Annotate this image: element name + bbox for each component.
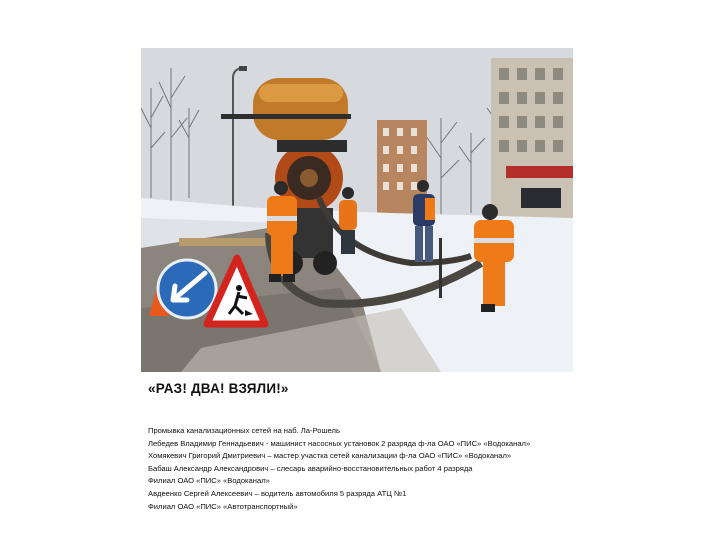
photo-sewer-cleaning <box>141 48 573 372</box>
caption-line: Промывка канализационных сетей на наб. Ла-Рошель <box>148 426 340 435</box>
caption-line: Авдеенко Сергей Алексеевич – водитель автомобиля 5 разряда АТЦ №1 <box>148 488 407 498</box>
caption-line: Лебедев Владимир Геннадьевич - машинист насосных установок 2 разряда ф-ла ОАО «ПИС» «Водоканал» <box>148 438 531 448</box>
caption-line: Филиал ОАО «ПИС» «Водоканал» <box>148 476 270 486</box>
caption-line: Филиал ОАО «ПИС» «Автотранспортный» <box>148 501 298 511</box>
caption-line: Хомякевич Григорий Дмитриевич – мастер участка сетей канализации ф-ла ОАО «ПИС» «Водоканал» <box>148 451 512 461</box>
keep-right-sign <box>158 260 216 318</box>
photo-title: «РАЗ! ДВА! ВЗЯЛИ!» <box>148 381 289 396</box>
photo-caption <box>148 425 668 513</box>
caption-line: Бабаш Александр Александрович – слесарь аварийно-восстановительных работ 4 разряда <box>148 463 473 473</box>
